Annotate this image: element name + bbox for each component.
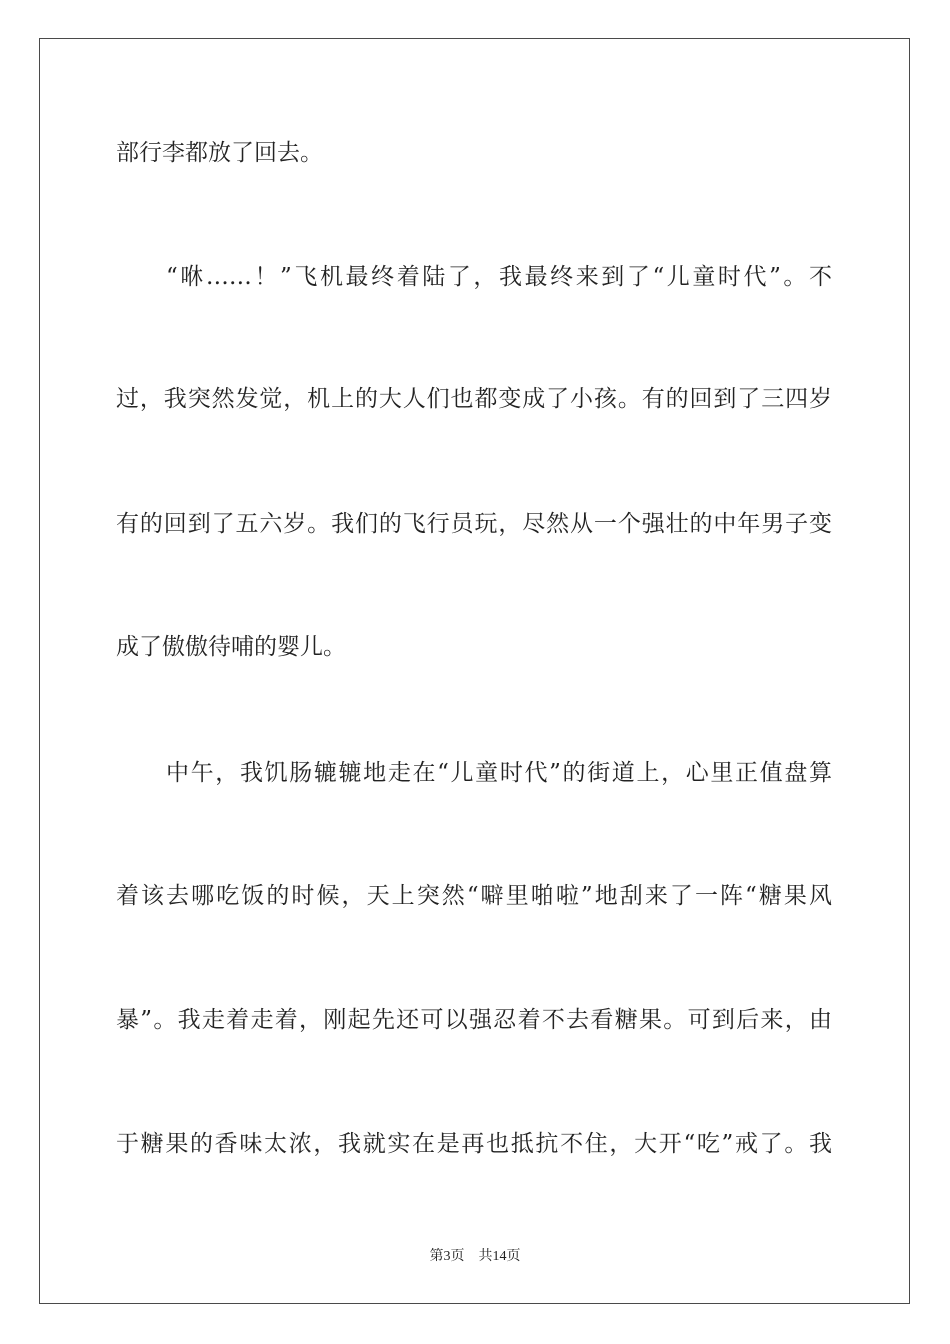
text-line-5: 成了傲傲待哺的婴儿。 — [116, 634, 346, 660]
page-number: 第3页 — [429, 1249, 465, 1264]
page-footer — [0, 1248, 950, 1266]
text-line-4: 有的回到了五六岁。我们的飞行员玩，尽然从一个强壮的中年男子变 — [116, 511, 832, 537]
text-line-1: 部行李都放了回去。 — [116, 140, 323, 166]
text-line-7: 着该去哪吃饭的时候，天上突然“噼里啪啦”地刮来了一阵“糖果风 — [116, 883, 832, 909]
page-border — [39, 38, 910, 1304]
text-line-9: 于糖果的香味太浓，我就实在是再也抵抗不住，大开“吃”戒了。我 — [116, 1131, 832, 1157]
text-line-6: 中午，我饥肠辘辘地走在“儿童时代”的街道上，心里正值盘算 — [166, 760, 832, 786]
text-line-2: “咻……！”飞机最终着陆了，我最终来到了“儿童时代”。不 — [166, 264, 832, 290]
text-line-3: 过，我突然发觉，机上的大人们也都变成了小孩。有的回到了三四岁 — [116, 386, 832, 412]
text-line-8: 暴”。我走着走着，刚起先还可以强忍着不去看糖果。可到后来，由 — [116, 1007, 832, 1033]
page-total: 共14页 — [478, 1249, 521, 1264]
